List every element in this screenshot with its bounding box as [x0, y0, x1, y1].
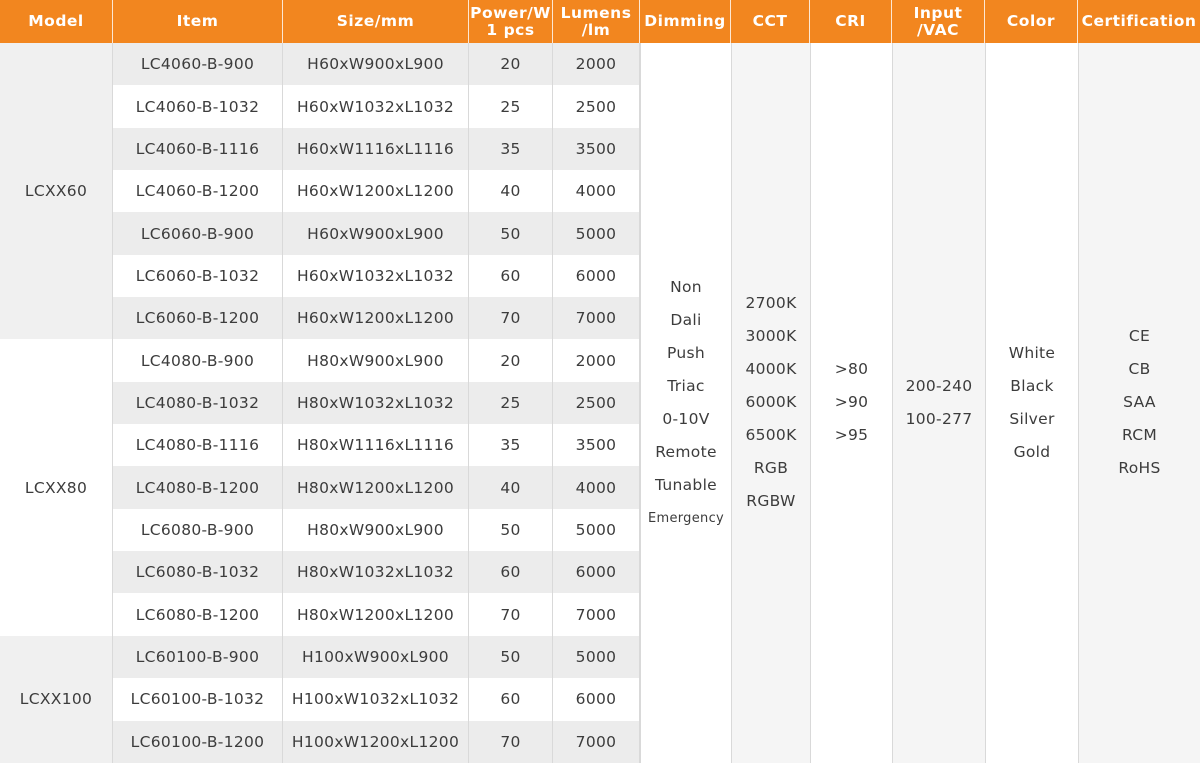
- color-options: [985, 43, 1078, 763]
- model-cell-lcxx80: LCXX80: [0, 339, 113, 635]
- lumens-cell: 6000: [553, 678, 640, 720]
- size-cell: H60xW1200xL1200: [283, 297, 469, 339]
- item-cell: LC60100-B-1200: [113, 721, 283, 763]
- header-input-line1: Input: [913, 3, 963, 22]
- size-cell: H60xW1200xL1200: [283, 170, 469, 212]
- lumens-cell: 6000: [553, 551, 640, 593]
- cri-option: >80: [834, 360, 869, 379]
- dimming-option: Remote: [655, 442, 717, 461]
- size-cell: H60xW900xL900: [283, 212, 469, 254]
- lumens-cell: 5000: [553, 212, 640, 254]
- size-cell: H80xW900xL900: [283, 339, 469, 381]
- header-input-line2: /VAC: [917, 20, 959, 39]
- size-cell: H100xW900xL900: [283, 636, 469, 678]
- header-lumens-line2: /lm: [581, 20, 611, 39]
- color-option: Gold: [1013, 442, 1051, 461]
- header-power: [469, 0, 553, 43]
- power-cell: 70: [469, 593, 553, 635]
- header-item: Item: [113, 0, 283, 43]
- lumens-cell: 7000: [553, 297, 640, 339]
- cct-option: 2700K: [745, 294, 797, 313]
- lumens-cell: 5000: [553, 509, 640, 551]
- size-cell: H60xW1032xL1032: [283, 85, 469, 127]
- item-cell: LC4080-B-1032: [113, 382, 283, 424]
- item-cell: LC60100-B-900: [113, 636, 283, 678]
- power-cell: 70: [469, 721, 553, 763]
- model-cell-lcxx100: LCXX100: [0, 636, 113, 763]
- certification-option: RCM: [1121, 426, 1158, 445]
- lumens-cell: 7000: [553, 721, 640, 763]
- certification-option: CE: [1128, 327, 1151, 346]
- size-cell: H60xW1116xL1116: [283, 128, 469, 170]
- dimming-options: [640, 43, 731, 763]
- power-cell: 50: [469, 509, 553, 551]
- dimming-option: 0-10V: [662, 409, 710, 428]
- lumens-cell: 2500: [553, 85, 640, 127]
- header-lumens-line1: Lumens: [560, 3, 632, 22]
- power-cell: 60: [469, 255, 553, 297]
- lumens-cell: 4000: [553, 170, 640, 212]
- lumens-cell: 2000: [553, 339, 640, 381]
- size-cell: H100xW1032xL1032: [283, 678, 469, 720]
- cct-option: 6000K: [745, 393, 797, 412]
- certification-option: RoHS: [1118, 459, 1161, 478]
- header-certification: Certification: [1078, 0, 1200, 43]
- header-power-line1: Power/W: [470, 3, 551, 22]
- power-cell: 40: [469, 466, 553, 508]
- item-cell: LC6060-B-1200: [113, 297, 283, 339]
- size-cell: H80xW1116xL1116: [283, 424, 469, 466]
- size-cell: H100xW1200xL1200: [283, 721, 469, 763]
- size-cell: H80xW900xL900: [283, 509, 469, 551]
- input-option: 100-277: [905, 409, 973, 428]
- power-cell: 20: [469, 339, 553, 381]
- dimming-option: Emergency: [647, 510, 725, 526]
- item-cell: LC4080-B-1200: [113, 466, 283, 508]
- color-option: White: [1008, 343, 1056, 362]
- certification-option: SAA: [1123, 393, 1156, 412]
- certification-options: [1078, 43, 1200, 763]
- size-cell: H80xW1200xL1200: [283, 593, 469, 635]
- header-model: Model: [0, 0, 113, 43]
- power-cell: 60: [469, 678, 553, 720]
- cri-option: >95: [834, 426, 869, 445]
- item-cell: LC4060-B-1116: [113, 128, 283, 170]
- input-option: 200-240: [905, 376, 973, 395]
- header-color: Color: [985, 0, 1078, 43]
- power-cell: 70: [469, 297, 553, 339]
- cct-option: RGB: [753, 459, 789, 478]
- item-cell: LC6080-B-900: [113, 509, 283, 551]
- cri-options: [810, 43, 892, 763]
- item-cell: LC4080-B-1116: [113, 424, 283, 466]
- cct-option: 6500K: [745, 426, 797, 445]
- size-cell: H80xW1032xL1032: [283, 382, 469, 424]
- header-lumens: [553, 0, 640, 43]
- header-dimming: Dimming: [640, 0, 731, 43]
- header-size: Size/mm: [283, 0, 469, 43]
- header-input: [892, 0, 985, 43]
- dimming-option: Triac: [667, 376, 705, 395]
- power-cell: 60: [469, 551, 553, 593]
- item-cell: LC6060-B-900: [113, 212, 283, 254]
- cct-option: RGBW: [746, 492, 796, 511]
- item-cell: LC4060-B-900: [113, 43, 283, 85]
- cri-option: >90: [834, 393, 869, 412]
- size-cell: H60xW1032xL1032: [283, 255, 469, 297]
- lumens-cell: 3500: [553, 424, 640, 466]
- lumens-cell: 5000: [553, 636, 640, 678]
- input-options: [892, 43, 985, 763]
- size-cell: H80xW1032xL1032: [283, 551, 469, 593]
- power-cell: 50: [469, 636, 553, 678]
- cct-option: 4000K: [745, 360, 797, 379]
- item-cell: LC4080-B-900: [113, 339, 283, 381]
- item-cell: LC4060-B-1032: [113, 85, 283, 127]
- power-cell: 20: [469, 43, 553, 85]
- power-cell: 35: [469, 424, 553, 466]
- cct-options: [731, 43, 810, 763]
- dimming-option: Non: [670, 277, 702, 296]
- header-cct: CCT: [731, 0, 810, 43]
- certification-option: CB: [1128, 360, 1151, 379]
- lumens-cell: 3500: [553, 128, 640, 170]
- lumens-cell: 7000: [553, 593, 640, 635]
- header-cri: CRI: [810, 0, 892, 43]
- lumens-cell: 6000: [553, 255, 640, 297]
- dimming-option: Dali: [670, 310, 702, 329]
- dimming-option: Tunable: [654, 475, 718, 494]
- size-cell: H80xW1200xL1200: [283, 466, 469, 508]
- model-cell-lcxx60: LCXX60: [0, 43, 113, 339]
- size-cell: H60xW900xL900: [283, 43, 469, 85]
- power-cell: 50: [469, 212, 553, 254]
- power-cell: 40: [469, 170, 553, 212]
- item-cell: LC6080-B-1032: [113, 551, 283, 593]
- item-cell: LC6060-B-1032: [113, 255, 283, 297]
- lumens-cell: 4000: [553, 466, 640, 508]
- item-cell: LC4060-B-1200: [113, 170, 283, 212]
- power-cell: 35: [469, 128, 553, 170]
- color-option: Silver: [1009, 409, 1055, 428]
- color-option: Black: [1010, 376, 1054, 395]
- lumens-cell: 2500: [553, 382, 640, 424]
- lumens-cell: 2000: [553, 43, 640, 85]
- dimming-option: Push: [667, 343, 705, 362]
- power-cell: 25: [469, 382, 553, 424]
- item-cell: LC60100-B-1032: [113, 678, 283, 720]
- item-cell: LC6080-B-1200: [113, 593, 283, 635]
- header-power-line2: 1 pcs: [486, 20, 535, 39]
- cct-option: 3000K: [745, 327, 797, 346]
- power-cell: 25: [469, 85, 553, 127]
